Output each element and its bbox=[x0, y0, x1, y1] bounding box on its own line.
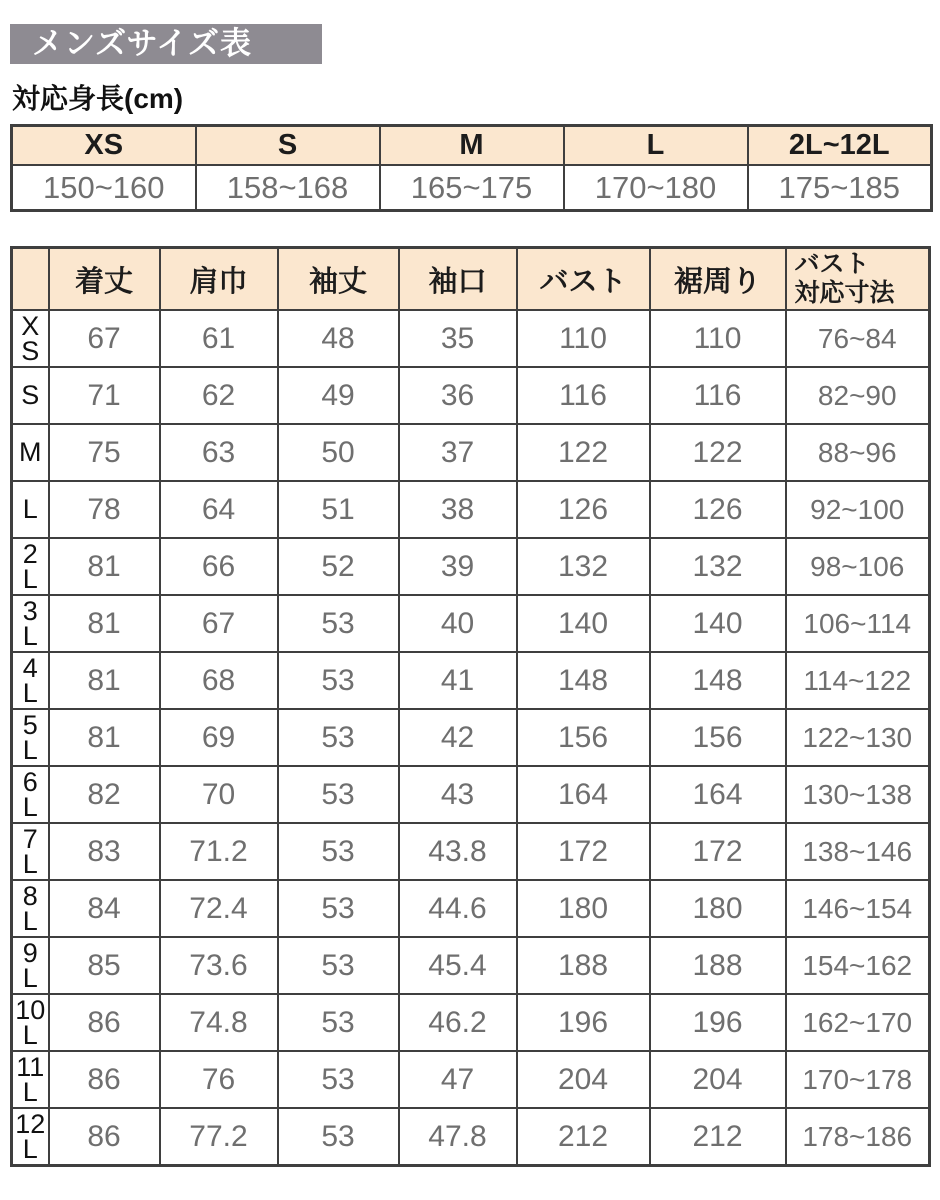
bust-range-cell: 130~138 bbox=[786, 766, 930, 823]
row-label: M bbox=[12, 424, 49, 481]
measurement-cell: 180 bbox=[517, 880, 650, 937]
bust-range-cell: 114~122 bbox=[786, 652, 930, 709]
measurement-cell: 148 bbox=[517, 652, 650, 709]
row-label: 3 L bbox=[12, 595, 49, 652]
height-col-m: M bbox=[380, 126, 564, 166]
bust-range-cell: 170~178 bbox=[786, 1051, 930, 1108]
size-row-s bbox=[12, 367, 930, 424]
measurement-header-row bbox=[12, 248, 930, 311]
row-label: 11 L bbox=[12, 1051, 49, 1108]
measurement-cell: 71 bbox=[49, 367, 160, 424]
measurement-cell: 126 bbox=[650, 481, 786, 538]
height-range-m: 165~175 bbox=[380, 165, 564, 211]
measurement-cell: 48 bbox=[278, 310, 399, 367]
measurement-cell: 180 bbox=[650, 880, 786, 937]
height-table bbox=[10, 124, 933, 212]
measurement-cell: 45.4 bbox=[399, 937, 517, 994]
height-table-value-row bbox=[12, 165, 932, 211]
height-range-l: 170~180 bbox=[564, 165, 748, 211]
col-header-bust-range: バスト 対応寸法 bbox=[786, 248, 930, 311]
height-col-l: L bbox=[564, 126, 748, 166]
measurement-cell: 126 bbox=[517, 481, 650, 538]
measurement-cell: 35 bbox=[399, 310, 517, 367]
size-row-3l bbox=[12, 595, 930, 652]
measurement-cell: 53 bbox=[278, 766, 399, 823]
height-col-xs: XS bbox=[12, 126, 196, 166]
measurement-cell: 164 bbox=[517, 766, 650, 823]
measurement-cell: 64 bbox=[160, 481, 278, 538]
measurement-cell: 212 bbox=[517, 1108, 650, 1166]
measurement-cell: 53 bbox=[278, 994, 399, 1051]
col-header-body-length: 着丈 bbox=[49, 248, 160, 311]
bust-range-cell: 178~186 bbox=[786, 1108, 930, 1166]
measurement-cell: 36 bbox=[399, 367, 517, 424]
measurement-cell: 77.2 bbox=[160, 1108, 278, 1166]
row-label: 5 L bbox=[12, 709, 49, 766]
row-label: X S bbox=[12, 310, 49, 367]
bust-range-cell: 122~130 bbox=[786, 709, 930, 766]
size-row-10l bbox=[12, 994, 930, 1051]
measurement-cell: 110 bbox=[650, 310, 786, 367]
measurement-cell: 41 bbox=[399, 652, 517, 709]
size-row-12l bbox=[12, 1108, 930, 1166]
measurement-cell: 110 bbox=[517, 310, 650, 367]
row-label: 12 L bbox=[12, 1108, 49, 1166]
measurement-cell: 42 bbox=[399, 709, 517, 766]
measurement-cell: 53 bbox=[278, 652, 399, 709]
row-label: 8 L bbox=[12, 880, 49, 937]
bust-range-cell: 88~96 bbox=[786, 424, 930, 481]
height-col-2l-12l: 2L~12L bbox=[748, 126, 932, 166]
measurement-cell: 188 bbox=[517, 937, 650, 994]
row-label: L bbox=[12, 481, 49, 538]
size-row-5l bbox=[12, 709, 930, 766]
measurement-cell: 212 bbox=[650, 1108, 786, 1166]
measurement-cell: 116 bbox=[650, 367, 786, 424]
measurement-cell: 188 bbox=[650, 937, 786, 994]
col-header-cuff: 袖口 bbox=[399, 248, 517, 311]
measurement-cell: 81 bbox=[49, 709, 160, 766]
size-row-m bbox=[12, 424, 930, 481]
measurement-cell: 37 bbox=[399, 424, 517, 481]
measurement-cell: 50 bbox=[278, 424, 399, 481]
measurement-cell: 204 bbox=[517, 1051, 650, 1108]
bust-range-cell: 154~162 bbox=[786, 937, 930, 994]
measurement-cell: 132 bbox=[650, 538, 786, 595]
measurement-cell: 53 bbox=[278, 880, 399, 937]
measurement-cell: 148 bbox=[650, 652, 786, 709]
measurement-cell: 70 bbox=[160, 766, 278, 823]
size-row-2l bbox=[12, 538, 930, 595]
measurement-cell: 53 bbox=[278, 937, 399, 994]
measurement-cell: 53 bbox=[278, 1108, 399, 1166]
page-title: メンズサイズ表 bbox=[10, 24, 322, 64]
height-table-caption: 対応身長(cm) bbox=[12, 83, 184, 114]
measurement-cell: 76 bbox=[160, 1051, 278, 1108]
size-row-11l bbox=[12, 1051, 930, 1108]
measurement-cell: 69 bbox=[160, 709, 278, 766]
measurement-cell: 196 bbox=[650, 994, 786, 1051]
measurement-cell: 82 bbox=[49, 766, 160, 823]
measurement-cell: 196 bbox=[517, 994, 650, 1051]
measurement-cell: 67 bbox=[49, 310, 160, 367]
measurement-cell: 140 bbox=[517, 595, 650, 652]
height-range-xs: 150~160 bbox=[12, 165, 196, 211]
measurement-cell: 47 bbox=[399, 1051, 517, 1108]
measurement-cell: 43.8 bbox=[399, 823, 517, 880]
height-table-header-row bbox=[12, 126, 932, 166]
row-label: 10 L bbox=[12, 994, 49, 1051]
measurement-cell: 132 bbox=[517, 538, 650, 595]
bust-range-cell: 138~146 bbox=[786, 823, 930, 880]
measurement-cell: 53 bbox=[278, 1051, 399, 1108]
row-label: 4 L bbox=[12, 652, 49, 709]
measurement-cell: 53 bbox=[278, 823, 399, 880]
measurement-cell: 172 bbox=[517, 823, 650, 880]
measurement-cell: 52 bbox=[278, 538, 399, 595]
measurement-cell: 66 bbox=[160, 538, 278, 595]
row-label: 9 L bbox=[12, 937, 49, 994]
measurement-cell: 43 bbox=[399, 766, 517, 823]
col-header-shoulder-width: 肩巾 bbox=[160, 248, 278, 311]
bust-range-cell: 98~106 bbox=[786, 538, 930, 595]
size-row-l bbox=[12, 481, 930, 538]
row-label: S bbox=[12, 367, 49, 424]
measurement-cell: 172 bbox=[650, 823, 786, 880]
size-row-7l bbox=[12, 823, 930, 880]
bust-range-cell: 146~154 bbox=[786, 880, 930, 937]
measurement-cell: 73.6 bbox=[160, 937, 278, 994]
measurement-cell: 81 bbox=[49, 595, 160, 652]
size-row-6l bbox=[12, 766, 930, 823]
measurement-cell: 86 bbox=[49, 1108, 160, 1166]
measurement-cell: 86 bbox=[49, 994, 160, 1051]
measurement-cell: 40 bbox=[399, 595, 517, 652]
measurement-cell: 46.2 bbox=[399, 994, 517, 1051]
measurement-cell: 122 bbox=[650, 424, 786, 481]
bust-range-cell: 82~90 bbox=[786, 367, 930, 424]
row-label: 6 L bbox=[12, 766, 49, 823]
size-row-8l bbox=[12, 880, 930, 937]
measurement-cell: 47.8 bbox=[399, 1108, 517, 1166]
corner-cell bbox=[12, 248, 49, 311]
measurement-cell: 67 bbox=[160, 595, 278, 652]
measurement-cell: 63 bbox=[160, 424, 278, 481]
measurement-cell: 53 bbox=[278, 709, 399, 766]
height-range-s: 158~168 bbox=[196, 165, 380, 211]
measurement-cell: 122 bbox=[517, 424, 650, 481]
measurement-cell: 68 bbox=[160, 652, 278, 709]
height-col-s: S bbox=[196, 126, 380, 166]
measurement-cell: 78 bbox=[49, 481, 160, 538]
measurement-cell: 74.8 bbox=[160, 994, 278, 1051]
col-header-sleeve-length: 袖丈 bbox=[278, 248, 399, 311]
measurement-cell: 84 bbox=[49, 880, 160, 937]
row-label: 7 L bbox=[12, 823, 49, 880]
measurement-cell: 156 bbox=[517, 709, 650, 766]
measurement-table bbox=[10, 246, 931, 1167]
height-range-2l-12l: 175~185 bbox=[748, 165, 932, 211]
measurement-cell: 72.4 bbox=[160, 880, 278, 937]
measurement-cell: 49 bbox=[278, 367, 399, 424]
measurement-cell: 204 bbox=[650, 1051, 786, 1108]
measurement-cell: 61 bbox=[160, 310, 278, 367]
size-row-9l bbox=[12, 937, 930, 994]
size-row-4l bbox=[12, 652, 930, 709]
measurement-cell: 164 bbox=[650, 766, 786, 823]
measurement-cell: 51 bbox=[278, 481, 399, 538]
col-header-hem: 裾周り bbox=[650, 248, 786, 311]
measurement-cell: 86 bbox=[49, 1051, 160, 1108]
bust-range-cell: 106~114 bbox=[786, 595, 930, 652]
measurement-cell: 116 bbox=[517, 367, 650, 424]
bust-range-cell: 162~170 bbox=[786, 994, 930, 1051]
measurement-cell: 38 bbox=[399, 481, 517, 538]
measurement-cell: 39 bbox=[399, 538, 517, 595]
measurement-cell: 75 bbox=[49, 424, 160, 481]
measurement-cell: 83 bbox=[49, 823, 160, 880]
measurement-cell: 71.2 bbox=[160, 823, 278, 880]
bust-range-cell: 92~100 bbox=[786, 481, 930, 538]
measurement-cell: 81 bbox=[49, 652, 160, 709]
row-label: 2 L bbox=[12, 538, 49, 595]
size-row-xs bbox=[12, 310, 930, 367]
measurement-cell: 140 bbox=[650, 595, 786, 652]
measurement-cell: 53 bbox=[278, 595, 399, 652]
measurement-cell: 85 bbox=[49, 937, 160, 994]
measurement-cell: 81 bbox=[49, 538, 160, 595]
bust-range-cell: 76~84 bbox=[786, 310, 930, 367]
measurement-cell: 62 bbox=[160, 367, 278, 424]
measurement-cell: 44.6 bbox=[399, 880, 517, 937]
col-header-bust: バスト bbox=[517, 248, 650, 311]
measurement-cell: 156 bbox=[650, 709, 786, 766]
